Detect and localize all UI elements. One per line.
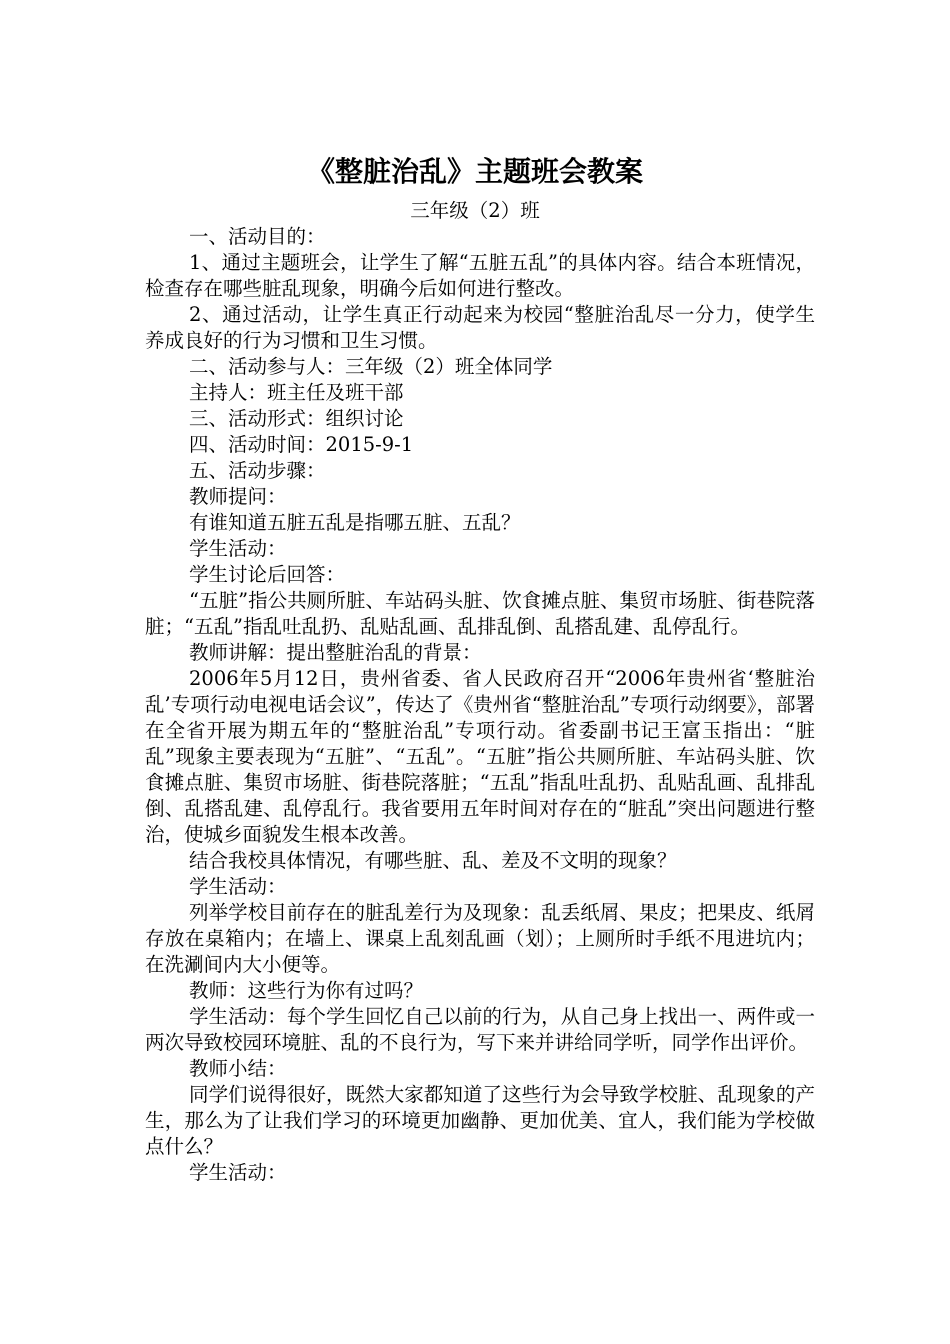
paragraph-participants: 二、活动参与人：三年级（2）班全体同学 (189, 355, 553, 378)
paragraph-background: 2006年5月12日，贵州省委、省人民政府召开“2006年贵州省‘整脏治乱’专项行动电视电话会议”，传达了《贵州省“整脏治乱”专项行动纲要》，部署在全省开展为期五年的“整脏治乱”专项行动。省委副书记王富玉指出：“脏乱”现象主要表现为“五脏”、“五乱”。“五脏”指公共厕所脏、车站码头脏、饮食摊点脏、集贸市场脏、街巷院落脏；“五乱”指乱吐乱扔、乱贴乱画、乱排乱倒、乱搭乱建、乱停乱行。我省要用五年时间对存在的“脏乱”突出问题进行整治，使城乡面貌发生根本改善。 (145, 667, 815, 846)
paragraph-teacher-question: 教师提问： (189, 485, 287, 508)
paragraph-student-reflect: 学生活动：每个学生回忆自己以前的行为，从自己身上找出一、两件或一两次导致校园环境脏、乱的不良行为，写下来并讲给同学听，同学作出评价。 (145, 1005, 815, 1054)
paragraph-teacher-ask: 教师：这些行为你有过吗？ (189, 979, 424, 1002)
paragraph-answer-content: “五脏”指公共厕所脏、车站码头脏、饮食摊点脏、集贸市场脏、街巷院落脏；“五乱”指乱吐乱扔、乱贴乱画、乱排乱倒、乱搭乱建、乱停乱行。 (145, 589, 815, 638)
paragraph-student-activity: 学生活动： (189, 537, 287, 560)
paragraph-teacher-explain: 教师讲解：提出整脏治乱的背景： (189, 641, 482, 664)
paragraph-student-answer: 学生讨论后回答： (189, 563, 346, 586)
document-title: 《整脏治乱》主题班会教案 (306, 155, 643, 188)
paragraph-question: 有谁知道五脏五乱是指哪五脏、五乱？ (189, 511, 521, 534)
paragraph-purpose-1: 1、通过主题班会，让学生了解“五脏五乱”的具体内容。结合本班情况，检查存在哪些脏乱现象，明确今后如何进行整改。 (145, 251, 815, 300)
paragraph-student-activity-3: 学生活动： (189, 1161, 287, 1184)
paragraph-school-question: 结合我校具体情况，有哪些脏、乱、差及不文明的现象？ (189, 849, 677, 872)
paragraph-student-activity-2: 学生活动： (189, 875, 287, 898)
paragraph-form: 三、活动形式：组织讨论 (189, 407, 404, 430)
paragraph-host: 主持人：班主任及班干部 (189, 381, 404, 404)
paragraph-list-behaviors: 列举学校目前存在的脏乱差行为及现象：乱丢纸屑、果皮；把果皮、纸屑存放在桌箱内；在墙上、课桌上乱刻乱画（划）；上厕所时手纸不甩进坑内；在洗涮间内大小便等。 (145, 901, 815, 976)
paragraph-steps: 五、活动步骤： (189, 459, 326, 482)
document-subtitle: 三年级（2）班 (410, 199, 540, 222)
document-body (145, 224, 815, 1186)
paragraph-time: 四、活动时间：2015-9-1 (189, 433, 414, 456)
paragraph-teacher-summary: 教师小结： (189, 1057, 287, 1080)
paragraph-purpose-2: 2、通过活动，让学生真正行动起来为校园“整脏治乱尽一分力，使学生养成良好的行为习惯和卫生习惯。 (145, 303, 815, 352)
paragraph-section-purpose: 一、活动目的： (189, 225, 326, 248)
paragraph-summary-content: 同学们说得很好，既然大家都知道了这些行为会导致学校脏、乱现象的产生，那么为了让我们学习的环境更加幽静、更加优美、宜人，我们能为学校做点什么？ (145, 1083, 815, 1158)
